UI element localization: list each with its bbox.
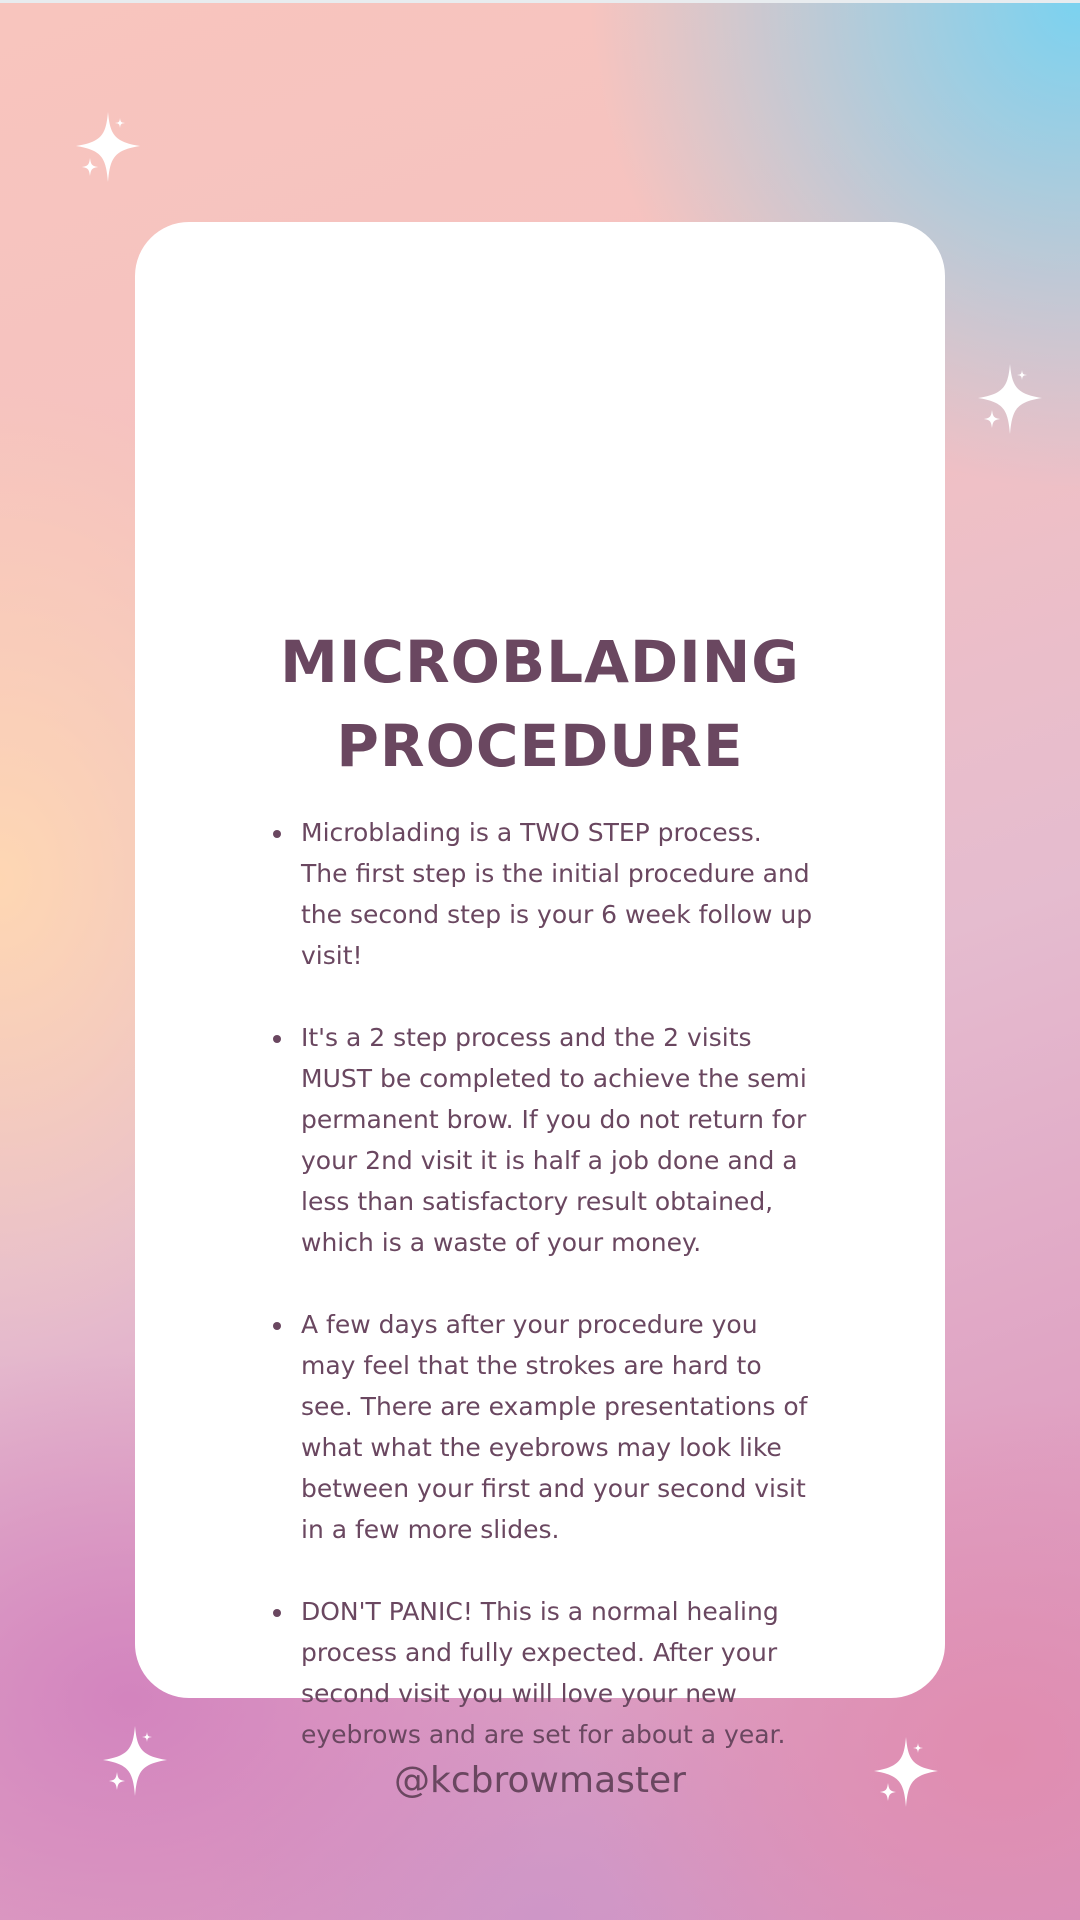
list-item: Microblading is a TWO STEP process. The first step is the initial procedure and the second step is your 6 week follow up visit! — [275, 812, 815, 976]
list-item: It's a 2 step process and the 2 visits MUST be completed to achieve the semi permanent brow. If you do not return for your 2nd visit it is half a job done and a less than satisfactory result obtained, which is a waste of your money. — [275, 1017, 815, 1263]
title-line-1: MICROBLADING — [280, 628, 800, 696]
list-item: DON'T PANIC! This is a normal healing process and fully expected. After your second visit you will love your new eyebrows and are set for about a year. — [275, 1591, 815, 1755]
social-handle: @kcbrowmaster — [394, 1760, 686, 1801]
list-item: A few days after your procedure you may feel that the strokes are hard to see. There are example presentations of what what the eyebrows may look like between your first and your second visit in a few more slides. — [275, 1304, 815, 1550]
title-line-2: PROCEDURE — [336, 712, 744, 780]
content-card — [135, 222, 945, 1801]
top-divider — [0, 0, 1080, 3]
page-title — [135, 620, 945, 788]
bullet-list — [275, 812, 815, 1796]
sparkle-icon — [70, 108, 150, 188]
sparkle-icon — [972, 360, 1052, 440]
